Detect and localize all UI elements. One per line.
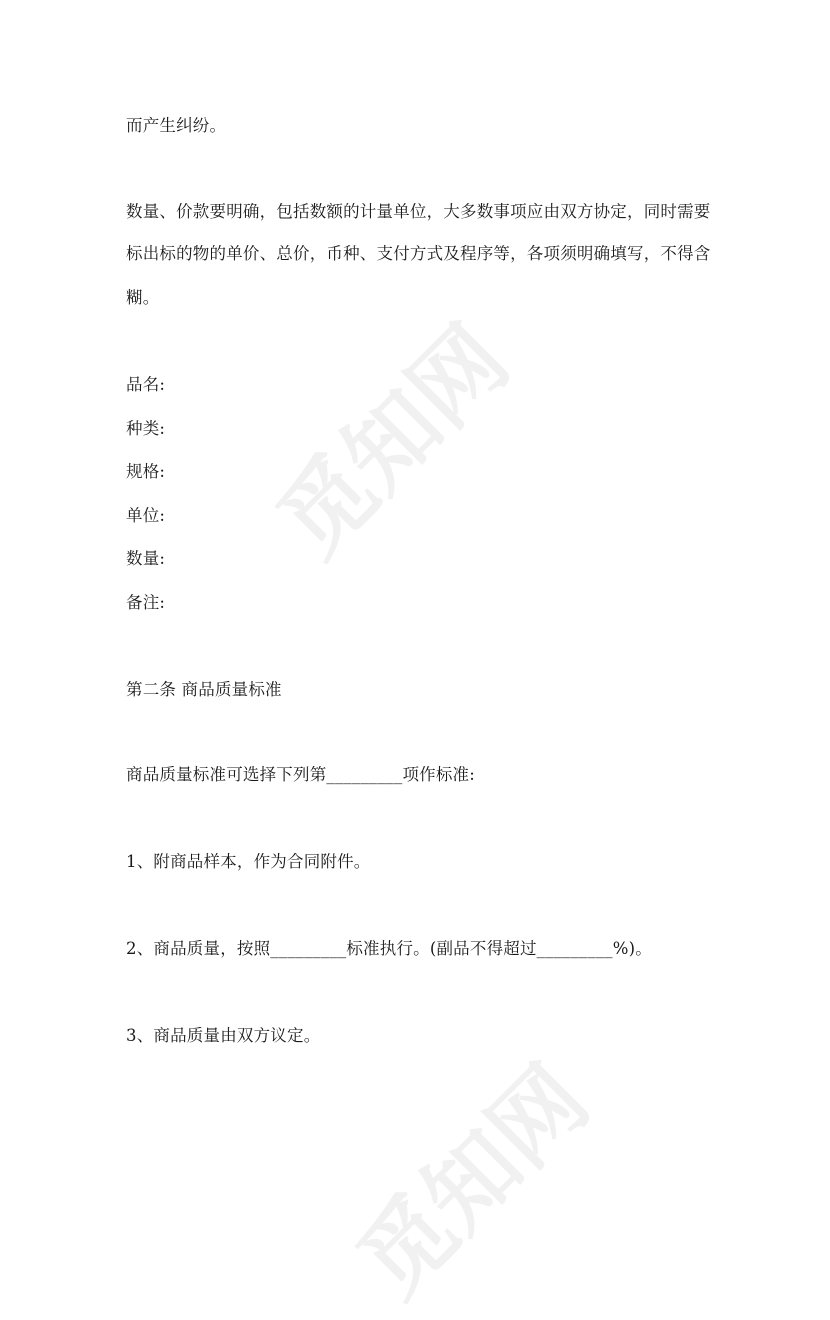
paragraph-line-2: 数量、价款要明确，包括数额的计量单位，大多数事项应由双方协定，同时需要: [126, 202, 711, 221]
quality-standard-line: 商品质量标准可选择下列第_________项作标准:: [126, 765, 476, 784]
field-specification: 规格:: [126, 462, 166, 481]
field-remarks: 备注:: [126, 593, 166, 612]
field-quantity: 数量:: [126, 549, 166, 568]
watermark: 觅知网: [257, 305, 529, 577]
paragraph-line-3: 标出标的物的单价、总价，币种、支付方式及程序等，各项须明确填写，不得含: [126, 244, 711, 263]
paragraph-line-4: 糊。: [126, 288, 160, 307]
field-category: 种类:: [126, 419, 166, 438]
field-unit: 单位:: [126, 506, 166, 525]
field-product-name: 品名:: [126, 375, 166, 394]
section-heading: 第二条 商品质量标准: [126, 680, 282, 699]
quality-option-3: 3、商品质量由双方议定。: [126, 1026, 321, 1045]
watermark-bottom: 觅知网: [337, 1045, 609, 1317]
quality-option-1: 1、附商品样本，作为合同附件。: [126, 852, 371, 871]
paragraph-line-1: 而产生纠纷。: [126, 116, 227, 135]
quality-option-2: 2、商品质量，按照_________标准执行。(副品不得超过_________%)。: [126, 939, 652, 958]
